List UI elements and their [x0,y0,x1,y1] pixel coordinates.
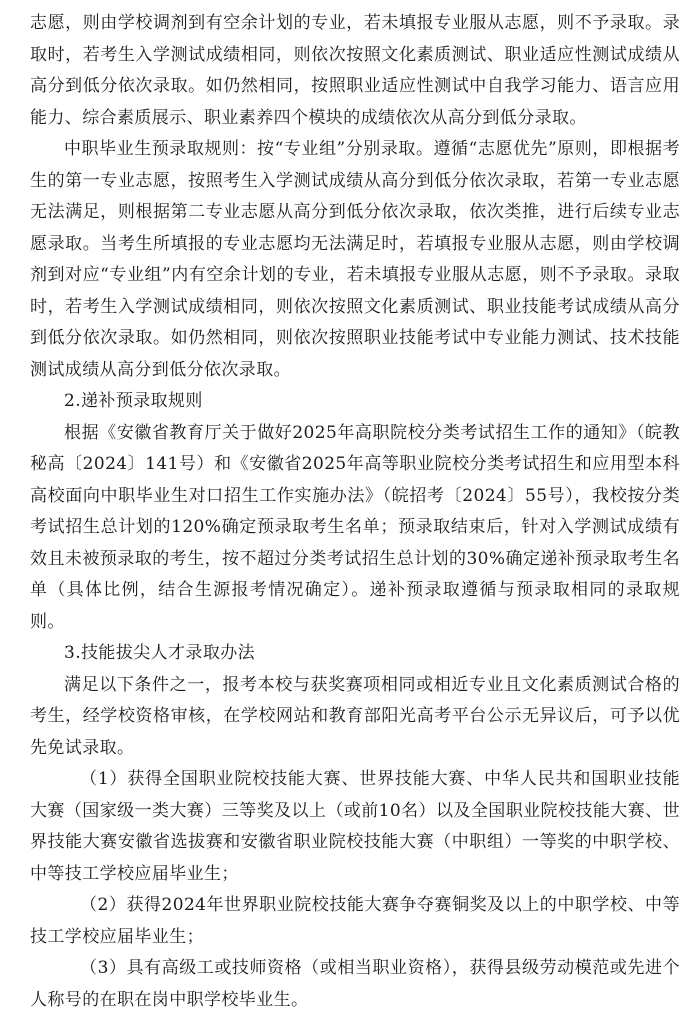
list-item-condition-1: （1）获得全国职业院校技能大赛、世界技能大赛、中华人民共和国职业技能大赛（国家级一类大赛）三等奖及以上（或前10名）以及全国职业院校技能大赛、世界技能大赛安徽省选拔赛和安徽省职业院校技能大赛（中职组）一等奖的中职学校、中等技工学校应届毕业生； [30,769,680,884]
document-page [30,8,680,1016]
section-heading-skilled-talent: 3.技能拔尖人才录取办法 [64,643,256,663]
paragraph-admission-continuation: 志愿，则由学校调剂到有空余计划的专业，若未填报专业服从志愿，则不予录取。录取时，若考生入学测试成绩相同，则依次按照文化素质测试、职业适应性测试成绩从高分到低分依次录取。如仍然相同，按照职业适应性测试中自我学习能力、语言应用能力、综合素质展示、职业素养四个模块的成绩依次从高分到低分录取。 [30,13,680,128]
paragraph-vocational-pre-admission-rules: 中职毕业生预录取规则：按“专业组”分别录取。遵循“志愿优先”原则，即根据考生的第一专业志愿，按照考生入学测试成绩从高分到低分依次录取，若第一专业志愿无法满足，则根据第二专业志愿从高分到低分依次录取，依次类推，进行后续专业志愿录取。当考生所填报的专业志愿均无法满足时，若填报专业服从志愿，则由学校调剂到对应“专业组”内有空余计划的专业，若未填报专业服从志愿，则不予录取。录取时，若考生入学测试成绩相同，则依次按照文化素质测试、职业技能考试成绩从高分到低分依次录取。如仍然相同，则依次按照职业技能考试中专业能力测试、技术技能测试成绩从高分到低分依次录取。 [30,139,680,380]
list-item-condition-3: （3）具有高级工或技师资格（或相当职业资格），获得县级劳动模范或先进个人称号的在职在岗中职学校毕业生。 [30,958,680,1010]
paragraph-skilled-talent-intro: 满足以下条件之一，报考本校与获奖赛项相同或相近专业且文化素质测试合格的考生，经学校资格审核，在学校网站和教育部阳光高考平台公示无异议后，可予以优先免试录取。 [30,674,680,758]
section-heading-supplementary-rules: 2.递补预录取规则 [64,391,203,411]
paragraph-supplementary-rules: 根据《安徽省教育厅关于做好2025年高职院校分类考试招生工作的通知》（皖教秘高〔2024〕141号）和《安徽省2025年高等职业院校分类考试招生和应用型本科高校面向中职毕业生对口招生工作实施办法》（皖招考〔2024〕55号），我校按分类考试招生总计划的120%确定预录取考生名单；预录取结束后，针对入学测试成绩有效且未被预录取的考生，按不超过分类考试招生总计划的30%确定递补预录取考生名单（具体比例，结合生源报考情况确定）。递补预录取遵循与预录取相同的录取规则。 [30,422,680,632]
list-item-condition-2: （2）获得2024年世界职业院校技能大赛争夺赛铜奖及以上的中职学校、中等技工学校应届毕业生； [30,895,680,947]
